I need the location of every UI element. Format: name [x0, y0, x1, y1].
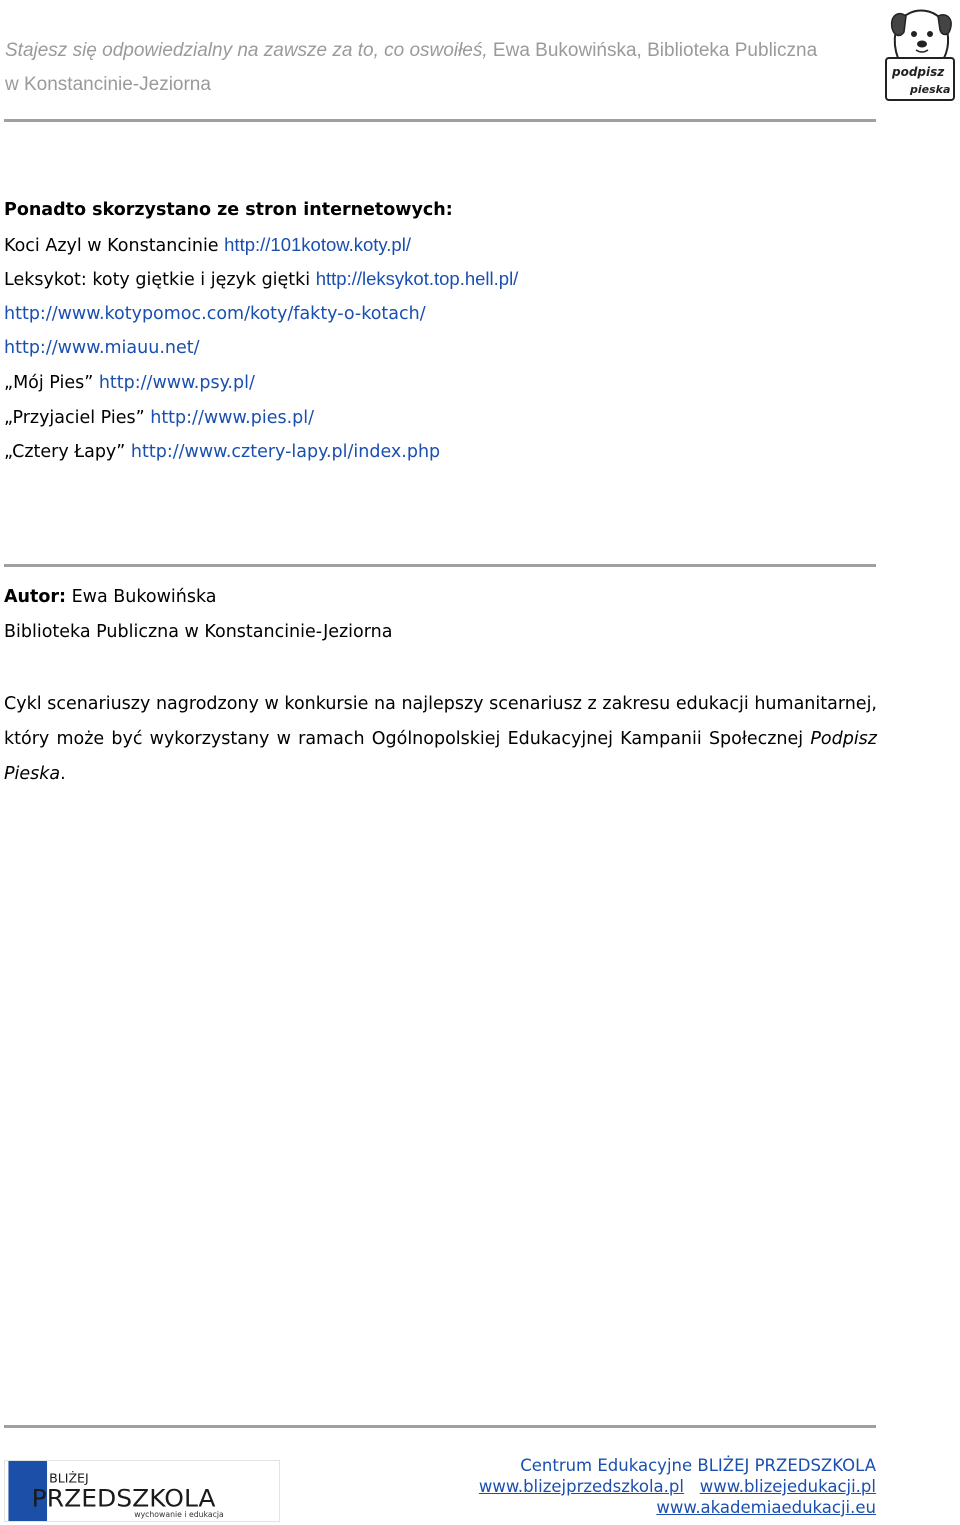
description-text: Cykl scenariuszy nagrodzony w konkursie na najlepszy scenariusz z zakresu edukacji humanitarnej, który może być wykorzystany w ramach Ogólnopolskiej Edukacyjnej Kampanii Społecznej: [4, 694, 877, 749]
source-item: [4, 264, 884, 299]
source-item: [4, 437, 884, 472]
author-name: Ewa Bukowińska: [66, 587, 217, 607]
source-link[interactable]: http://www.miauu.net/: [4, 338, 200, 359]
source-label: „Cztery Łapy”: [4, 442, 131, 463]
source-link[interactable]: http://101kotow.koty.pl/: [224, 233, 411, 255]
footer-link-akademiaedukacji[interactable]: www.akademiaedukacji.eu: [656, 1498, 876, 1517]
sources-heading: Ponadto skorzystano ze stron internetowych:: [4, 200, 453, 220]
footer-logo-top: BLIŻEJ: [49, 1470, 89, 1486]
source-link[interactable]: http://www.cztery-lapy.pl/index.php: [130, 442, 441, 463]
blizej-przedszkola-logo: [4, 1460, 280, 1522]
description-paragraph: [4, 687, 877, 792]
footer-divider: [4, 1425, 876, 1428]
section-divider: [4, 564, 876, 567]
footer-link-blizejprzedszkola[interactable]: www.blizejprzedszkola.pl: [478, 1477, 684, 1496]
source-item: [4, 403, 884, 438]
footer-logo-main: PRZEDSZKOLA: [31, 1484, 217, 1513]
sources-section: [4, 195, 884, 472]
source-link[interactable]: http://www.psy.pl/: [98, 372, 255, 393]
author-line: [4, 582, 884, 617]
source-link[interactable]: http://leksykot.top.hell.pl/: [315, 268, 519, 290]
source-label: Koci Azyl w Konstancinie: [4, 235, 225, 256]
source-item: [4, 230, 884, 265]
source-label: „Przyjaciel Pies”: [4, 407, 151, 428]
header-divider: [4, 119, 876, 122]
podpisz-pieska-logo: [884, 2, 958, 104]
page-header: [5, 34, 880, 102]
footer-org: Centrum Edukacyjne BLIŻEJ PRZEDSZKOLA: [520, 1456, 876, 1475]
header-quote: Stajesz się odpowiedzialny na zawsze za to, co oswoiłeś,: [5, 40, 488, 61]
footer-logo-sub: wychowanie i edukacja: [134, 1510, 224, 1520]
author-label: Autor:: [4, 587, 67, 607]
logo-text-2: pieska: [910, 83, 951, 96]
campaign-name: Podpisz Pieska: [4, 729, 877, 784]
source-label: „Mój Pies”: [4, 372, 99, 393]
source-label: Leksykot: koty giętkie i język giętki: [4, 270, 316, 291]
source-item: [4, 333, 884, 368]
source-item: [4, 299, 884, 334]
header-author-institution: Ewa Bukowińska, Biblioteka Publiczna: [492, 40, 818, 61]
source-link[interactable]: http://www.pies.pl/: [150, 407, 315, 428]
footer-link-blizejedukacji[interactable]: www.blizejedukacji.pl: [699, 1477, 876, 1496]
author-institution: Biblioteka Publiczna w Konstancinie-Jeziorna: [4, 622, 393, 642]
header-location: w Konstancinie-Jeziorna: [5, 74, 211, 95]
footer-info: [479, 1455, 876, 1518]
description-end: .: [60, 764, 66, 784]
author-section: [4, 582, 884, 652]
source-item: [4, 368, 884, 403]
source-link[interactable]: http://www.kotypomoc.com/koty/fakty-o-kotach/: [4, 303, 426, 324]
logo-text-1: podpisz: [892, 65, 945, 79]
